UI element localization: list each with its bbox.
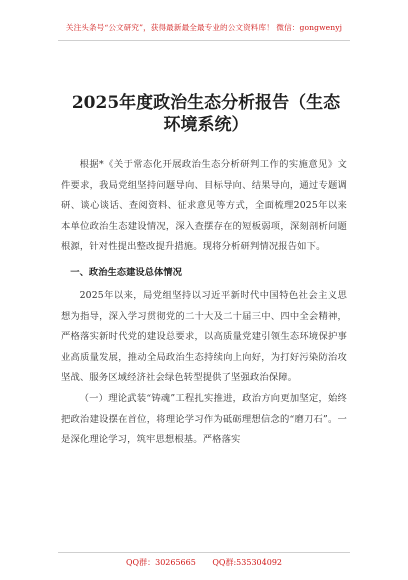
footer-qq-group-2: QQ群:535304092 [212,558,282,567]
section-heading: 一、政治生态建设总体情况 [70,266,182,278]
header-divider [58,40,350,41]
document-body [61,155,347,451]
document-title: 2025年度政治生态分析报告（生态环境系统） [71,93,341,135]
section-paragraph: 2025年以来，局党组坚持以习近平新时代中国特色社会主义思想为指导，深入学习贯彻党的二十大及二十届三中、四中全会精神，严格落实新时代党的建设总要求，以高质量党建引领生态环境保护事业高质量发展，推动全局政治生态持续向上向好，为打好污染防治攻坚战、服务区域经济社会绿色转型提供了坚强政治保障。 [61,289,347,384]
footer-divider [58,552,350,553]
intro-paragraph: 根据*《关于常态化开展政治生态分析研判工作的实施意见》文件要求，我局党组坚持问题导向、目标导向、结果导向，通过专题调研、谈心谈话、查阅资料、征求意见等方式，全面梳理2025年以来本单位政治生态建设情况，深入查摆存在的短板弱项，深刻剖析问题根源，针对性提出整改提升措施。现将分析研判情况报告如下。 [61,159,347,253]
subsection-paragraph: （一）理论武装“铸魂”工程扎实推进，政治方向更加坚定，始终把政治建设摆在首位，将理论学习作为砥砺理想信念的“磨刀石”。一是深化理论学习，筑牢思想根基。严格落实 [61,392,347,446]
footer-qq-group-1: QQ群：30265665 [125,558,196,567]
footer [0,557,408,568]
header-banner: 关注头条号“公文研究”，获得最新最全最专业的公文资料库！ 微信：gongwenyj [65,23,343,32]
